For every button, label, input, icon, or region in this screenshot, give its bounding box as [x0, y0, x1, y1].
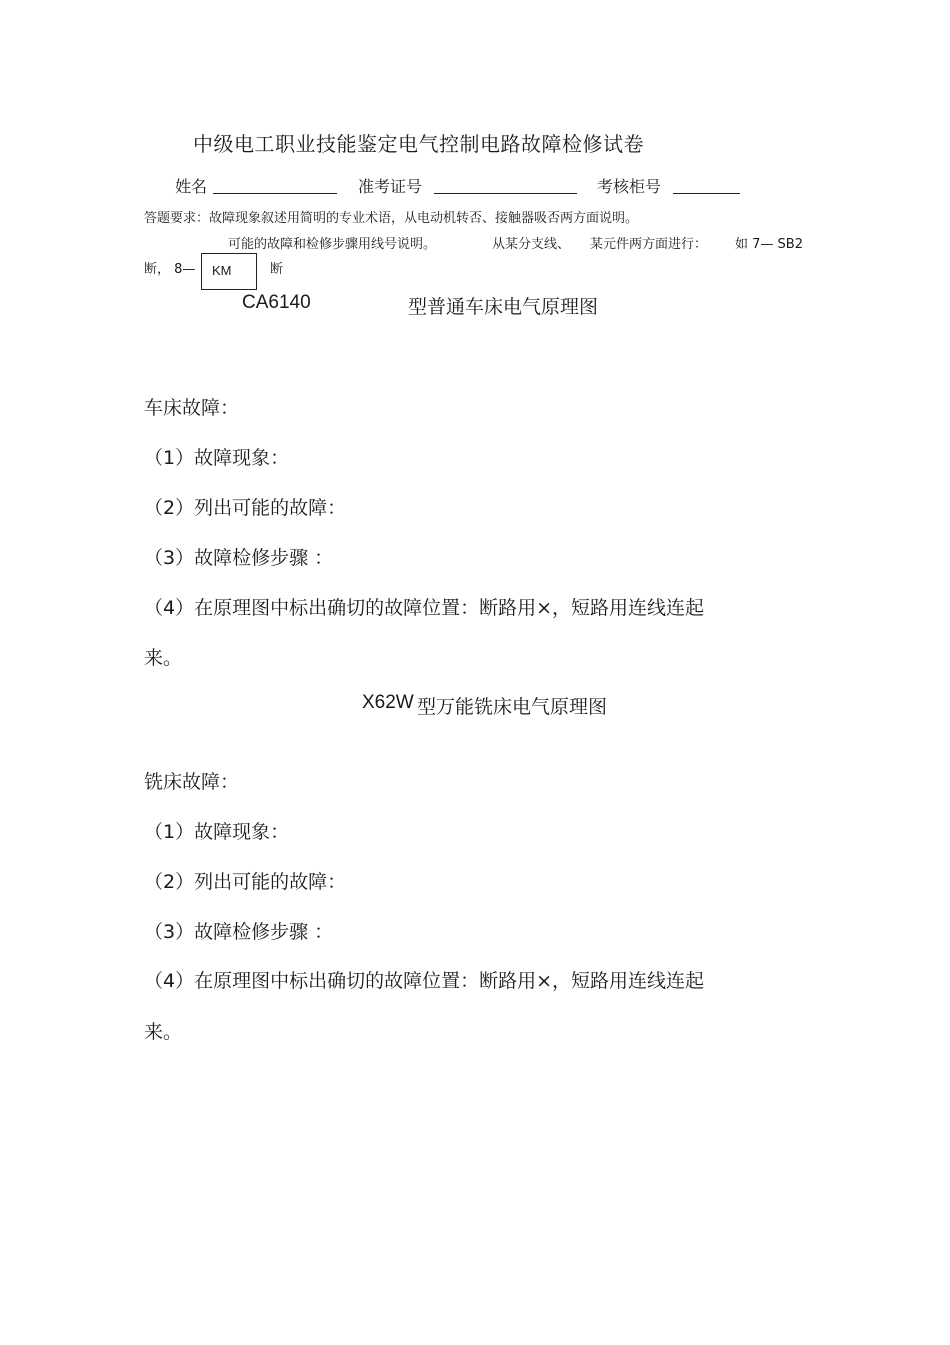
milling-diagram-caption: 型万能铣床电气原理图 [417, 696, 608, 718]
cabinet-no-field-line[interactable] [673, 193, 740, 194]
requirements-line-1: 答题要求：故障现象叙述用简明的专业术语，从电动机转否、接触器吸否两方面说明。 [144, 211, 639, 226]
exam-id-label: 准考证号 [358, 177, 423, 196]
name-field-line[interactable] [213, 193, 337, 194]
lathe-item-2: （2）列出可能的故障： [144, 497, 347, 519]
milling-fault-heading: 铣床故障： [144, 771, 240, 793]
lathe-item-4-continuation: 来。 [144, 647, 183, 669]
km-box: KM [201, 253, 257, 290]
candidate-info-row [0, 174, 950, 198]
lathe-item-3: （3）故障检修步骤 ： [144, 547, 334, 569]
page-title: 中级电工职业技能鉴定电气控制电路故障检修试卷 [193, 132, 644, 156]
cabinet-no-label: 考核柜号 [597, 177, 662, 196]
requirements-line-2d: 如 7— SB2 [735, 237, 803, 252]
name-label: 姓名 [175, 177, 208, 196]
requirements-line-2b: 从某分支线、 [492, 237, 571, 252]
requirements-line-3-prefix: 断， 8— [144, 262, 196, 277]
milling-item-4: （4）在原理图中标出确切的故障位置：断路用×，短路用连线连起 [144, 970, 705, 992]
exam-id-field-line[interactable] [434, 193, 577, 194]
milling-item-3: （3）故障检修步骤 ： [144, 921, 334, 943]
lathe-item-1: （1）故障现象： [144, 447, 290, 469]
milling-item-4-continuation: 来。 [144, 1021, 183, 1043]
requirements-line-3-suffix: 断 [270, 262, 284, 277]
lathe-item-4: （4）在原理图中标出确切的故障位置：断路用×，短路用连线连起 [144, 597, 705, 619]
lathe-fault-heading: 车床故障： [144, 397, 240, 419]
milling-item-2: （2）列出可能的故障： [144, 871, 347, 893]
lathe-diagram-code: CA6140 [242, 292, 311, 313]
milling-diagram-code: X62W [362, 692, 414, 713]
lathe-diagram-caption: 型普通车床电气原理图 [408, 296, 599, 318]
milling-item-1: （1）故障现象： [144, 821, 290, 843]
requirements-line-2a: 可能的故障和检修步骤用线号说明。 [228, 237, 437, 252]
requirements-line-2c: 某元件两方面进行： [590, 237, 708, 252]
